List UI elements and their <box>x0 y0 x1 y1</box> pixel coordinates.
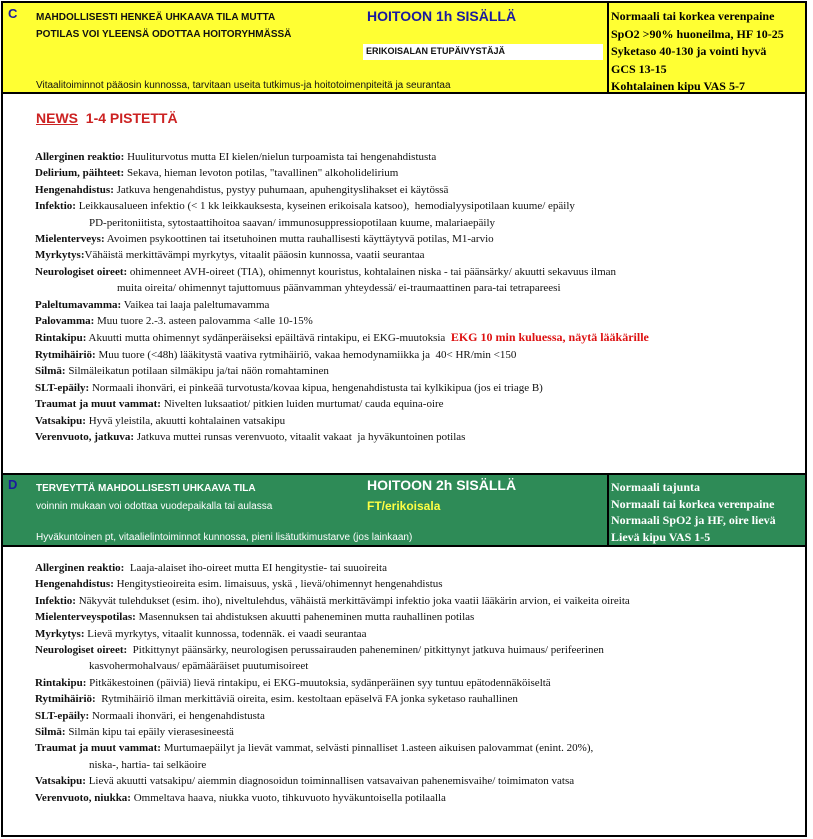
item-term: Mielenterveys: <box>35 233 105 246</box>
criteria-row <box>35 247 649 263</box>
item-text: Leikkausalueen infektio (< 1 kk leikkauksesta, kyseinen erikoisala katsoo), hemodialyysipotilaan kuume/ epäily <box>75 200 575 213</box>
criteria-row <box>35 642 630 658</box>
item-text: Muu tuore (<48h) lääkitystä vaativa rytmihäiriö, vakaa hemodynamiikka ja 40< HR/min <150 <box>95 348 517 361</box>
item-text: Laaja-alaiset iho-oireet mutta EI hengitystie- tai suuoireita <box>124 562 387 574</box>
criteria-row <box>35 363 649 379</box>
criteria-row <box>35 347 649 363</box>
item-term: Allerginen reaktio: <box>35 562 125 574</box>
item-term: Allerginen reaktio: <box>35 151 125 163</box>
item-text: Vähäistä merkittävämpi myrkytys, vitaalit pääosin kunnossa, vaatii seurantaa <box>84 249 425 262</box>
criteria-item: GCS 13-15 <box>611 61 667 76</box>
criteria-item: Normaali tai korkea verenpaine <box>611 9 775 23</box>
section-d-list <box>35 560 630 806</box>
criteria-item: Normaali tai korkea verenpaine <box>611 496 775 511</box>
item-term: Vatsakipu: <box>35 775 86 788</box>
item-text: Jatkuva hengenahdistus, pystyy puhumaan, apuhengityslihakset ei käytössä <box>113 183 449 196</box>
criteria-row <box>35 313 649 329</box>
news-points: 1-4 PISTETTÄ <box>85 110 178 126</box>
section-c-list <box>35 149 649 445</box>
item-term: Vatsakipu: <box>35 414 86 427</box>
criteria-item: Normaali tajunta <box>611 480 700 494</box>
criteria-row <box>35 297 649 313</box>
criteria-row <box>35 626 630 642</box>
item-term: SLT-epäily: <box>35 709 90 722</box>
criteria-row <box>35 198 649 214</box>
item-text: Pitkäkestoinen (päiviä) lievä rintakipu, ei EKG-muutoksia, sydänperäinen syy tuntuu epätodennäköiseltä <box>86 676 551 689</box>
item-text: Lievä akuutti vatsakipu/ aiemmin diagnosoidun toiminnallisen vatsavaivan pahenemisvaihe/ toimimaton vatsa <box>85 775 575 788</box>
ekg-note: EKG 10 min kuluessa, näytä lääkärille <box>450 330 649 345</box>
item-text: Ommeltava haava, niukka vuoto, tihkuvuoto hyväkuntoisella potilaalla <box>130 791 446 804</box>
criteria-row <box>35 413 649 429</box>
item-term: Myrkytys: <box>35 627 85 640</box>
item-text: Pitkittynyt päänsärky, neurologisen perussairauden paheneminen/ pitkittynyt jatkuva huimaus/ perifeerinen <box>127 644 604 657</box>
criteria-row <box>35 708 630 724</box>
item-text: Normaali ihonväri, ei hengenahdistusta <box>89 709 265 722</box>
criteria-row <box>35 165 649 181</box>
item-text: Rytmihäiriö ilman merkittäviä oireita, esim. kestoltaan epäselvä FA jonka syketaso rauhallinen <box>95 693 518 706</box>
item-term: Rytmihäiriö: <box>35 348 96 361</box>
item-text: Avoimen psykoottinen tai itsetuhoinen mutta rauhallisesti käyttäytyvä potilas, M1-arvio <box>104 233 494 246</box>
item-term: Silmä: <box>35 365 66 378</box>
item-text: Muu tuore 2.-3. asteen palovamma <alle 10-15% <box>94 315 313 328</box>
section-d-title-1: TERVEYTTÄ MAHDOLLISESTI UHKAAVA TILA <box>36 483 256 494</box>
item-term: Verenvuoto, niukka: <box>35 791 131 804</box>
item-term: Mielenterveyspotilas: <box>35 611 136 624</box>
section-c-hoitoon: HOITOON 1h SISÄLLÄ <box>367 8 517 24</box>
item-term: Rintakipu: <box>35 332 87 345</box>
item-term: Neurologiset oireet: <box>35 644 128 657</box>
section-d-divider <box>607 475 609 545</box>
item-term: Traumat ja muut vammat: <box>35 398 161 411</box>
item-term: Palovamma: <box>35 315 95 328</box>
news-label: NEWS <box>36 110 78 126</box>
section-d-criteria <box>611 479 776 545</box>
section-d-header <box>1 473 807 547</box>
item-term: Rintakipu: <box>35 676 87 689</box>
criteria-item: Normaali SpO2 ja HF, oire lievä <box>611 513 776 527</box>
criteria-row <box>35 380 649 396</box>
criteria-row <box>35 675 630 691</box>
item-term: Infektio: <box>35 200 76 213</box>
item-text: Nivelten luksaatiot/ pitkien luiden murtumat/ cauda equina-oire <box>160 398 444 411</box>
item-text: Hengitystieoireita esim. limaisuus, yskä , lievä/ohimennyt hengenahdistus <box>113 578 443 591</box>
item-text: Sekava, hieman levoton potilas, "tavallinen" alkoholidelirium <box>124 167 399 180</box>
criteria-row <box>35 329 649 346</box>
section-c-divider <box>607 3 609 92</box>
section-c-title-2: POTILAS VOI YLEENSÄ ODOTTAA HOITORYHMÄSSÄ <box>36 29 292 40</box>
item-text: ohimenneet AVH-oireet (TIA), ohimennyt kouristus, kohtalainen niska - tai päänsärky/ akuutti sekavuus ilman <box>127 265 617 278</box>
criteria-item: SpO2 >90% huoneilma, HF 10-25 <box>611 26 784 41</box>
criteria-item: Lievä kipu VAS 1-5 <box>611 529 711 544</box>
section-c-criteria <box>611 8 784 96</box>
item-text: niska-, hartia- tai selkäoire <box>89 758 207 771</box>
item-text: Murtumaepäilyt ja lievät vammat, selvästi pinnalliset 1.asteen aikuisen palovammat (enint. 20%), <box>160 742 594 755</box>
criteria-row <box>35 773 630 789</box>
section-c-header <box>1 1 807 94</box>
criteria-row <box>35 576 630 592</box>
section-d-ft: FT/erikoisala <box>367 499 441 513</box>
section-d-vitals: Hyväkuntoinen pt, vitaalielintoiminnot kunnossa, pieni lisätutkimustarve (jos lainkaan) <box>36 532 413 543</box>
item-text: Näkyvät tulehdukset (esim. iho), niveltulehdus, vähäistä merkittävämpi infektio joka vaatii lääkärin arvion, ei vaikeita oireita <box>75 594 630 607</box>
criteria-row <box>35 609 630 625</box>
item-text: Akuutti mutta ohimennyt sydänperäiseksi epäiltävä rintakipu, ei EKG-muutoksia <box>86 332 451 345</box>
item-text: muita oireita/ ohimennyt tajuttomuus päänvamman yhteydessä/ ei-traumaattinen para-tai tetrapareesi <box>117 282 561 295</box>
item-text: kasvohermohalvaus/ epämääräiset puutumisoireet <box>89 660 309 673</box>
item-text: Jatkuva muttei runsas verenvuoto, vitaalit vakaat ja hyväkuntoinen potilas <box>134 430 466 443</box>
section-c-title-1: MAHDOLLISESTI HENKEÄ UHKAAVA TILA MUTTA <box>36 12 276 23</box>
item-text: Masennuksen tai ahdistuksen akuutti paheneminen mutta rauhallinen potilas <box>135 611 475 624</box>
item-term: Paleltumavamma: <box>35 298 122 311</box>
criteria-row <box>35 149 649 165</box>
item-text: Silmäleikatun potilaan silmäkipu ja/tai näön romahtaminen <box>65 365 329 378</box>
item-term: Myrkytys: <box>35 249 85 262</box>
item-term: Hengenahdistus: <box>35 183 114 196</box>
criteria-continuation <box>35 757 630 773</box>
criteria-continuation <box>35 215 649 231</box>
item-term: Infektio: <box>35 594 76 607</box>
item-term: Neurologiset oireet: <box>35 265 128 278</box>
triage-letter-d: D <box>8 477 18 492</box>
criteria-row <box>35 740 630 756</box>
criteria-continuation <box>35 280 649 296</box>
criteria-continuation <box>35 658 630 674</box>
criteria-row <box>35 396 649 412</box>
item-term: Hengenahdistus: <box>35 578 114 591</box>
criteria-row <box>35 231 649 247</box>
criteria-row <box>35 790 630 806</box>
criteria-row <box>35 593 630 609</box>
item-term: Verenvuoto, jatkuva: <box>35 430 135 443</box>
criteria-row <box>35 182 649 198</box>
item-text: Hyvä yleistila, akuutti kohtalainen vatsakipu <box>85 414 286 427</box>
section-d-title-2: voinnin mukaan voi odottaa vuodepaikalla tai aulassa <box>36 501 273 512</box>
item-text: Normaali ihonväri, ei pinkeää turvotusta/kovaa kipua, hengenahdistusta tai kylkikipua (jos ei triage B) <box>89 381 543 394</box>
section-d-hoitoon: HOITOON 2h SISÄLLÄ <box>367 477 517 493</box>
item-text: PD-peritoniitista, sytostaattihoitoa saavan/ immunosuppressiopotilaan kuume, malariaepäily <box>89 216 496 229</box>
criteria-row <box>35 691 630 707</box>
item-text: Huuliturvotus mutta EI kielen/nielun turpoamista tai hengenahdistusta <box>124 151 437 163</box>
section-c-erikoisala: ERIKOISALAN ETUPÄIVYSTÄJÄ <box>363 44 603 60</box>
item-term: Rytmihäiriö: <box>35 693 96 706</box>
criteria-item: Kohtalainen kipu VAS 5-7 <box>611 79 745 93</box>
item-text: Silmän kipu tai epäily vierasesineestä <box>65 726 234 739</box>
section-c-vitals: Vitaalitoiminnot pääosin kunnossa, tarvitaan useita tutkimus-ja hoitotoimenpiteitä ja seurantaa <box>36 80 451 91</box>
item-term: SLT-epäily: <box>35 381 90 394</box>
criteria-row <box>35 724 630 740</box>
triage-letter-c: C <box>8 6 18 21</box>
item-term: Traumat ja muut vammat: <box>35 742 161 755</box>
criteria-row <box>35 264 649 280</box>
criteria-item: Syketaso 40-130 ja vointi hyvä <box>611 44 767 58</box>
item-text: Lievä myrkytys, vitaalit kunnossa, todennäk. ei vaadi seurantaa <box>84 627 367 640</box>
item-term: Delirium, päihteet: <box>35 167 125 180</box>
criteria-row <box>35 429 649 445</box>
item-text: Vaikea tai laaja paleltumavamma <box>121 298 270 311</box>
news-heading <box>36 110 178 126</box>
criteria-row <box>35 560 630 576</box>
item-term: Silmä: <box>35 726 66 739</box>
